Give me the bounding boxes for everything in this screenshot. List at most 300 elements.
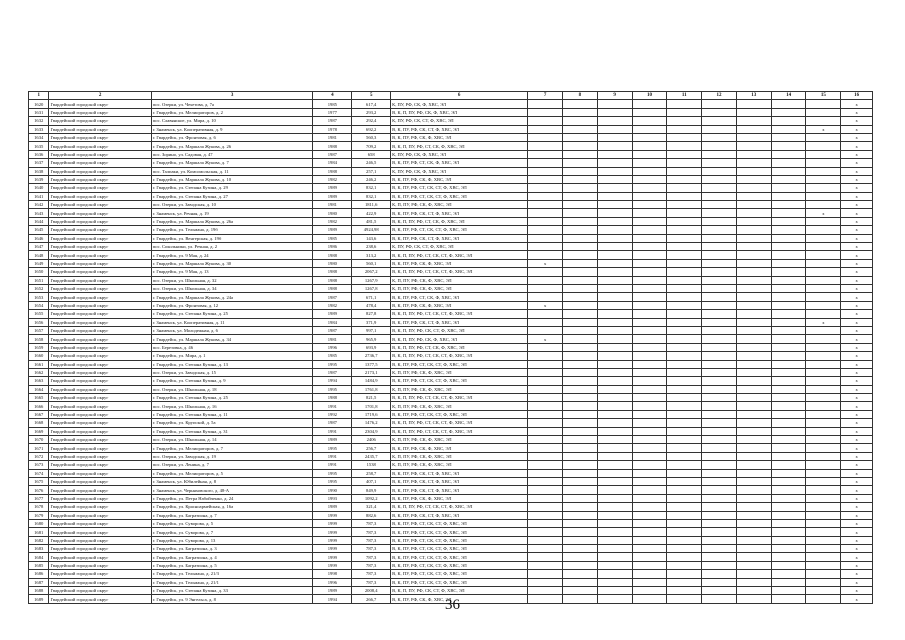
table-cell (597, 117, 632, 125)
table-cell: г. Гвардейск, ул. Суворова, д. 7 (151, 528, 313, 536)
table-row (29, 217, 873, 225)
table-cell (597, 318, 632, 326)
table-cell (528, 100, 563, 108)
table-cell: г. Гвардейск, ул. Багратиона, д. 4 (151, 553, 313, 561)
table-cell: В, К, П, ПУ, РФ, СК, Ф, ХВС, ЭЛ (391, 108, 528, 116)
table-cell (597, 553, 632, 561)
table-cell (632, 360, 667, 368)
table-cell: Гвардейский городской округ (49, 243, 151, 251)
table-cell: х (841, 486, 873, 494)
table-cell (667, 427, 702, 435)
table-cell (597, 150, 632, 158)
table-row (29, 326, 873, 334)
table-cell (736, 184, 771, 192)
table-cell (736, 536, 771, 544)
table-cell (632, 436, 667, 444)
table-cell: Гвардейский городской округ (49, 217, 151, 225)
column-header: 13 (736, 92, 771, 100)
table-cell: Гвардейский городской округ (49, 301, 151, 309)
table-cell (771, 125, 806, 133)
table-cell: х (841, 318, 873, 326)
table-cell: 1719,6 (352, 410, 391, 418)
table-cell (667, 419, 702, 427)
table-cell (528, 133, 563, 141)
table-cell (528, 184, 563, 192)
table-cell (667, 276, 702, 284)
table-cell (806, 117, 841, 125)
table-cell: В, К, П, ПУ, РФ, СТ, СК, СТ, Ф, ХВС, ЭЛ (391, 352, 528, 360)
table-cell: В, К, ПУ, РФ, СК, СТ, Ф, ХВС, ЭЛ (391, 234, 528, 242)
table-cell (632, 108, 667, 116)
table-cell (632, 142, 667, 150)
table-cell (667, 536, 702, 544)
table-header (29, 92, 873, 100)
table-cell: 832,1 (352, 184, 391, 192)
table-cell (806, 167, 841, 175)
table-cell (667, 133, 702, 141)
table-cell (562, 243, 597, 251)
table-cell: х (841, 276, 873, 284)
table-row (29, 494, 873, 502)
table-cell: х (841, 192, 873, 200)
table-cell: Гвардейский городской округ (49, 201, 151, 209)
table-cell (702, 159, 737, 167)
table-cell: г. Гвардейск, ул. Степана Кузина, д. 11 (151, 410, 313, 418)
table-cell (562, 184, 597, 192)
table-cell (528, 587, 563, 595)
table-cell: Гвардейский городской округ (49, 519, 151, 527)
table-cell (632, 486, 667, 494)
table-cell: 1989 (313, 436, 352, 444)
table-cell (528, 436, 563, 444)
table-cell (702, 377, 737, 385)
table-cell: 1670 (29, 436, 49, 444)
table-cell (528, 293, 563, 301)
table-cell: 1701,8 (352, 402, 391, 410)
table-cell (528, 175, 563, 183)
table-cell (806, 402, 841, 410)
table-cell (736, 427, 771, 435)
table-cell: В, К, П, ПУ, РФ, СК, СТ, Ф, ХВС, ЭЛ (391, 587, 528, 595)
table-cell (528, 494, 563, 502)
table-row (29, 159, 873, 167)
table-row (29, 578, 873, 586)
table-cell: 1658 (29, 335, 49, 343)
table-cell: 1679 (29, 511, 49, 519)
table-cell (562, 368, 597, 376)
table-cell (632, 394, 667, 402)
table-cell (528, 536, 563, 544)
table-cell: 1811,6 (352, 201, 391, 209)
table-cell (632, 335, 667, 343)
table-cell (562, 234, 597, 242)
table-cell: 1653 (29, 293, 49, 301)
table-cell: Гвардейский городской округ (49, 108, 151, 116)
table-cell: Гвардейский городской округ (49, 578, 151, 586)
table-cell (702, 410, 737, 418)
table-cell: В, К, ПУ, РФ, СТ, СК, СТ, Ф, ХВС, ЭЛ (391, 528, 528, 536)
table-cell (597, 536, 632, 544)
table-cell (528, 343, 563, 351)
table-cell (806, 226, 841, 234)
table-cell: х (841, 217, 873, 225)
table-cell (667, 394, 702, 402)
table-cell (806, 335, 841, 343)
table-cell: 1991 (313, 452, 352, 460)
table-cell (562, 587, 597, 595)
table-row (29, 436, 873, 444)
table-cell: х (841, 511, 873, 519)
table-cell (771, 528, 806, 536)
table-cell (736, 343, 771, 351)
table-cell (562, 410, 597, 418)
table-row (29, 259, 873, 267)
table-row (29, 343, 873, 351)
table-cell: 1648 (29, 251, 49, 259)
table-cell (736, 545, 771, 553)
table-cell (667, 142, 702, 150)
table-cell (528, 553, 563, 561)
table-cell (771, 192, 806, 200)
table-cell: 1989 (313, 184, 352, 192)
table-cell (736, 419, 771, 427)
table-cell: Гвардейский городской округ (49, 352, 151, 360)
table-cell (806, 452, 841, 460)
table-cell (597, 578, 632, 586)
table-cell: 1538 (352, 461, 391, 469)
table-cell (736, 318, 771, 326)
table-cell: 1981 (313, 201, 352, 209)
table-cell: пос. Озерки, ул. Заводская, д. 19 (151, 452, 313, 460)
table-cell (771, 108, 806, 116)
table-row (29, 226, 873, 234)
table-cell (632, 284, 667, 292)
table-cell: х (841, 595, 873, 603)
table-cell (736, 444, 771, 452)
table-cell (702, 184, 737, 192)
table-row (29, 234, 873, 242)
table-cell (528, 469, 563, 477)
table-cell (632, 578, 667, 586)
table-cell (736, 192, 771, 200)
table-cell (702, 343, 737, 351)
table-cell: Гвардейский городской округ (49, 276, 151, 284)
table-cell: г. Гвардейск, ул. Степана Кузина, д. 29 (151, 184, 313, 192)
table-row (29, 209, 873, 217)
table-cell (667, 293, 702, 301)
table-cell (702, 553, 737, 561)
table-cell: Гвардейский городской округ (49, 444, 151, 452)
table-cell (771, 335, 806, 343)
table-cell (528, 251, 563, 259)
table-cell: В, К, ПУ, РФ, СК, СТ, Ф, ХВС, ЭЛ (391, 469, 528, 477)
table-cell: 1677 (29, 494, 49, 502)
table-cell (528, 452, 563, 460)
table-cell (632, 175, 667, 183)
table-cell (702, 528, 737, 536)
table-cell: х (841, 301, 873, 309)
table-cell (667, 301, 702, 309)
table-cell (702, 545, 737, 553)
table-cell (667, 511, 702, 519)
table-cell (562, 100, 597, 108)
table-cell (667, 159, 702, 167)
table-cell: х (841, 268, 873, 276)
table-cell (597, 343, 632, 351)
column-header: 4 (313, 92, 352, 100)
table-cell (667, 251, 702, 259)
table-cell: 1991 (313, 427, 352, 435)
table-cell (632, 293, 667, 301)
table-cell (806, 184, 841, 192)
table-cell (528, 570, 563, 578)
table-cell (736, 284, 771, 292)
table-cell: х (841, 587, 873, 595)
table-cell: х (841, 402, 873, 410)
table-cell: 1674 (29, 469, 49, 477)
table-cell (667, 368, 702, 376)
table-cell (597, 301, 632, 309)
table-cell: Гвардейский городской округ (49, 402, 151, 410)
table-cell (702, 192, 737, 200)
table-row (29, 335, 873, 343)
table-cell: 1982 (313, 175, 352, 183)
table-cell (667, 477, 702, 485)
table-cell: 4924,98 (352, 226, 391, 234)
table-cell: х (841, 251, 873, 259)
table-cell (528, 477, 563, 485)
table-cell (771, 578, 806, 586)
table-cell (667, 117, 702, 125)
table-cell (597, 511, 632, 519)
table-cell (632, 570, 667, 578)
table-cell: г. Гвардейск, ул. Крупской, д. 5а (151, 419, 313, 427)
table-cell (562, 452, 597, 460)
table-cell (632, 536, 667, 544)
table-cell: 1666 (29, 402, 49, 410)
table-cell (806, 385, 841, 393)
table-cell: 1645 (29, 226, 49, 234)
table-cell (702, 268, 737, 276)
table-cell (736, 553, 771, 561)
table-cell (597, 226, 632, 234)
table-cell (771, 310, 806, 318)
table-cell: 321,4 (352, 503, 391, 511)
table-cell: 1650 (29, 268, 49, 276)
table-cell (771, 436, 806, 444)
table-cell: 1989 (313, 226, 352, 234)
table-cell: В, К, ПУ, РФ, СК, СТ, Ф, ХВС, ЭЛ (391, 486, 528, 494)
table-cell (771, 377, 806, 385)
table-cell (667, 243, 702, 251)
table-cell: К, П, ПУ, РФ, СК, Ф, ХВС, ЭЛ (391, 452, 528, 460)
table-cell (771, 494, 806, 502)
table-row (29, 284, 873, 292)
table-cell (597, 436, 632, 444)
table-cell: х (841, 335, 873, 343)
table-cell: 692,2 (352, 125, 391, 133)
table-cell (771, 175, 806, 183)
column-header: 9 (597, 92, 632, 100)
table-cell: 1978 (313, 125, 352, 133)
table-cell: 1651 (29, 276, 49, 284)
table-cell: В, К, П, ПУ, РФ, СТ, СК, СТ, Ф, ХВС, ЭЛ (391, 419, 528, 427)
table-cell (702, 259, 737, 267)
table-cell: г. Гвардейск, ул. Мира, д. 1 (151, 352, 313, 360)
table-cell (597, 268, 632, 276)
table-cell: г. Гвардейск, ул. Красноармейская, д. 16а (151, 503, 313, 511)
table-cell: х (841, 444, 873, 452)
column-header: 1 (29, 92, 49, 100)
table-cell: К, П, ПУ, РФ, СК, Ф, ХВС, ЭЛ (391, 461, 528, 469)
table-cell (702, 436, 737, 444)
table-cell (806, 192, 841, 200)
table-cell (736, 461, 771, 469)
table-cell: пос. Озерки, ул. Чехетова, д. 7а (151, 100, 313, 108)
table-cell: г. Гвардейск, ул. Маршала Жукова, д. 30 (151, 259, 313, 267)
table-cell (562, 293, 597, 301)
table-cell: х (841, 226, 873, 234)
table-cell (632, 410, 667, 418)
table-cell (771, 360, 806, 368)
table-cell (771, 419, 806, 427)
table-cell: В, К, П, ПУ, РФ, СТ, СК, СТ, Ф, ХВС, ЭЛ (391, 310, 528, 318)
table-cell (771, 150, 806, 158)
table-cell: х (841, 234, 873, 242)
table-row (29, 427, 873, 435)
table-cell: 1999 (313, 553, 352, 561)
table-row (29, 133, 873, 141)
table-cell: 1988 (313, 142, 352, 150)
table-cell (597, 326, 632, 334)
table-cell: К, П, ПУ, РФ, СК, Ф, ХВС, ЭЛ (391, 402, 528, 410)
table-cell (562, 427, 597, 435)
table-row (29, 519, 873, 527)
table-cell: 1652 (29, 284, 49, 292)
table-cell (597, 133, 632, 141)
table-cell (528, 352, 563, 360)
table-cell: 1377,5 (352, 360, 391, 368)
table-cell: Гвардейский городской округ (49, 125, 151, 133)
table-row (29, 561, 873, 569)
table-cell: 1659 (29, 343, 49, 351)
table-cell: В, К, П, ПУ, РФ, СТ, СК, СТ, Ф, ХВС, ЭЛ (391, 268, 528, 276)
table-cell (736, 587, 771, 595)
table-cell (632, 385, 667, 393)
table-cell (771, 117, 806, 125)
table-cell (771, 217, 806, 225)
table-cell: 1637 (29, 159, 49, 167)
table-cell: 1635 (29, 142, 49, 150)
table-cell (702, 587, 737, 595)
table-cell (702, 108, 737, 116)
table-cell: 1994 (313, 595, 352, 603)
table-cell: 1638 (29, 167, 49, 175)
table-cell (736, 360, 771, 368)
table-cell: 827,8 (352, 310, 391, 318)
table-cell: х (841, 545, 873, 553)
table-cell (806, 243, 841, 251)
table-cell (667, 259, 702, 267)
table-cell (667, 587, 702, 595)
table-cell: 1991 (313, 402, 352, 410)
table-cell: В, К, ПУ, РФ, СК, СТ, Ф, ХВС, ЭЛ (391, 318, 528, 326)
table-cell (562, 117, 597, 125)
table-cell (806, 142, 841, 150)
table-cell (736, 234, 771, 242)
table-cell (562, 528, 597, 536)
table-cell: х (841, 259, 873, 267)
table-cell (702, 486, 737, 494)
table-cell (597, 394, 632, 402)
table-cell (632, 133, 667, 141)
table-row (29, 469, 873, 477)
table-cell (597, 234, 632, 242)
table-cell (771, 444, 806, 452)
table-cell (632, 326, 667, 334)
table-cell: К, П, ПУ, РФ, СК, Ф, ХВС, ЭЛ (391, 201, 528, 209)
table-cell (632, 100, 667, 108)
table-cell (632, 469, 667, 477)
table-row (29, 268, 873, 276)
column-header: 14 (771, 92, 806, 100)
table-cell (736, 326, 771, 334)
table-cell (632, 452, 667, 460)
table-cell (771, 394, 806, 402)
table-cell: г. Гвардейск, ул. 9 Мая, д. 24 (151, 251, 313, 259)
table-cell: х (841, 150, 873, 158)
table-cell: Гвардейский городской округ (49, 142, 151, 150)
table-cell (597, 167, 632, 175)
table-cell (632, 310, 667, 318)
table-cell (702, 234, 737, 242)
table-cell (667, 226, 702, 234)
table-cell (736, 402, 771, 410)
table-cell: Гвардейский городской округ (49, 494, 151, 502)
table-cell (597, 108, 632, 116)
table-cell: 478,4 (352, 301, 391, 309)
table-cell: х (841, 528, 873, 536)
table-cell: 787,3 (352, 519, 391, 527)
table-cell: В, К, ПУ, РФ, СК, Ф, ХВС, ЭЛ (391, 595, 528, 603)
table-cell (806, 293, 841, 301)
table-cell: 787,3 (352, 545, 391, 553)
table-cell: х (841, 201, 873, 209)
table-cell: Гвардейский городской округ (49, 360, 151, 368)
table-cell (562, 494, 597, 502)
table-cell: г. Гвардейск, ул. Багратиона, д. 7 (151, 511, 313, 519)
table-cell: х (841, 477, 873, 485)
table-cell: 407,1 (352, 477, 391, 485)
table-cell (771, 545, 806, 553)
table-cell (702, 209, 737, 217)
table-cell (562, 461, 597, 469)
table-cell (528, 461, 563, 469)
table-cell: 1999 (313, 561, 352, 569)
table-cell (702, 469, 737, 477)
table-cell (562, 226, 597, 234)
table-cell: 560,1 (352, 259, 391, 267)
table-cell (736, 352, 771, 360)
table-cell: Гвардейский городской округ (49, 343, 151, 351)
table-row (29, 553, 873, 561)
table-cell: 1988 (313, 251, 352, 259)
table-cell: 965,9 (352, 335, 391, 343)
column-header: 10 (632, 92, 667, 100)
table-cell (771, 201, 806, 209)
table-cell (562, 217, 597, 225)
table-cell (806, 259, 841, 267)
